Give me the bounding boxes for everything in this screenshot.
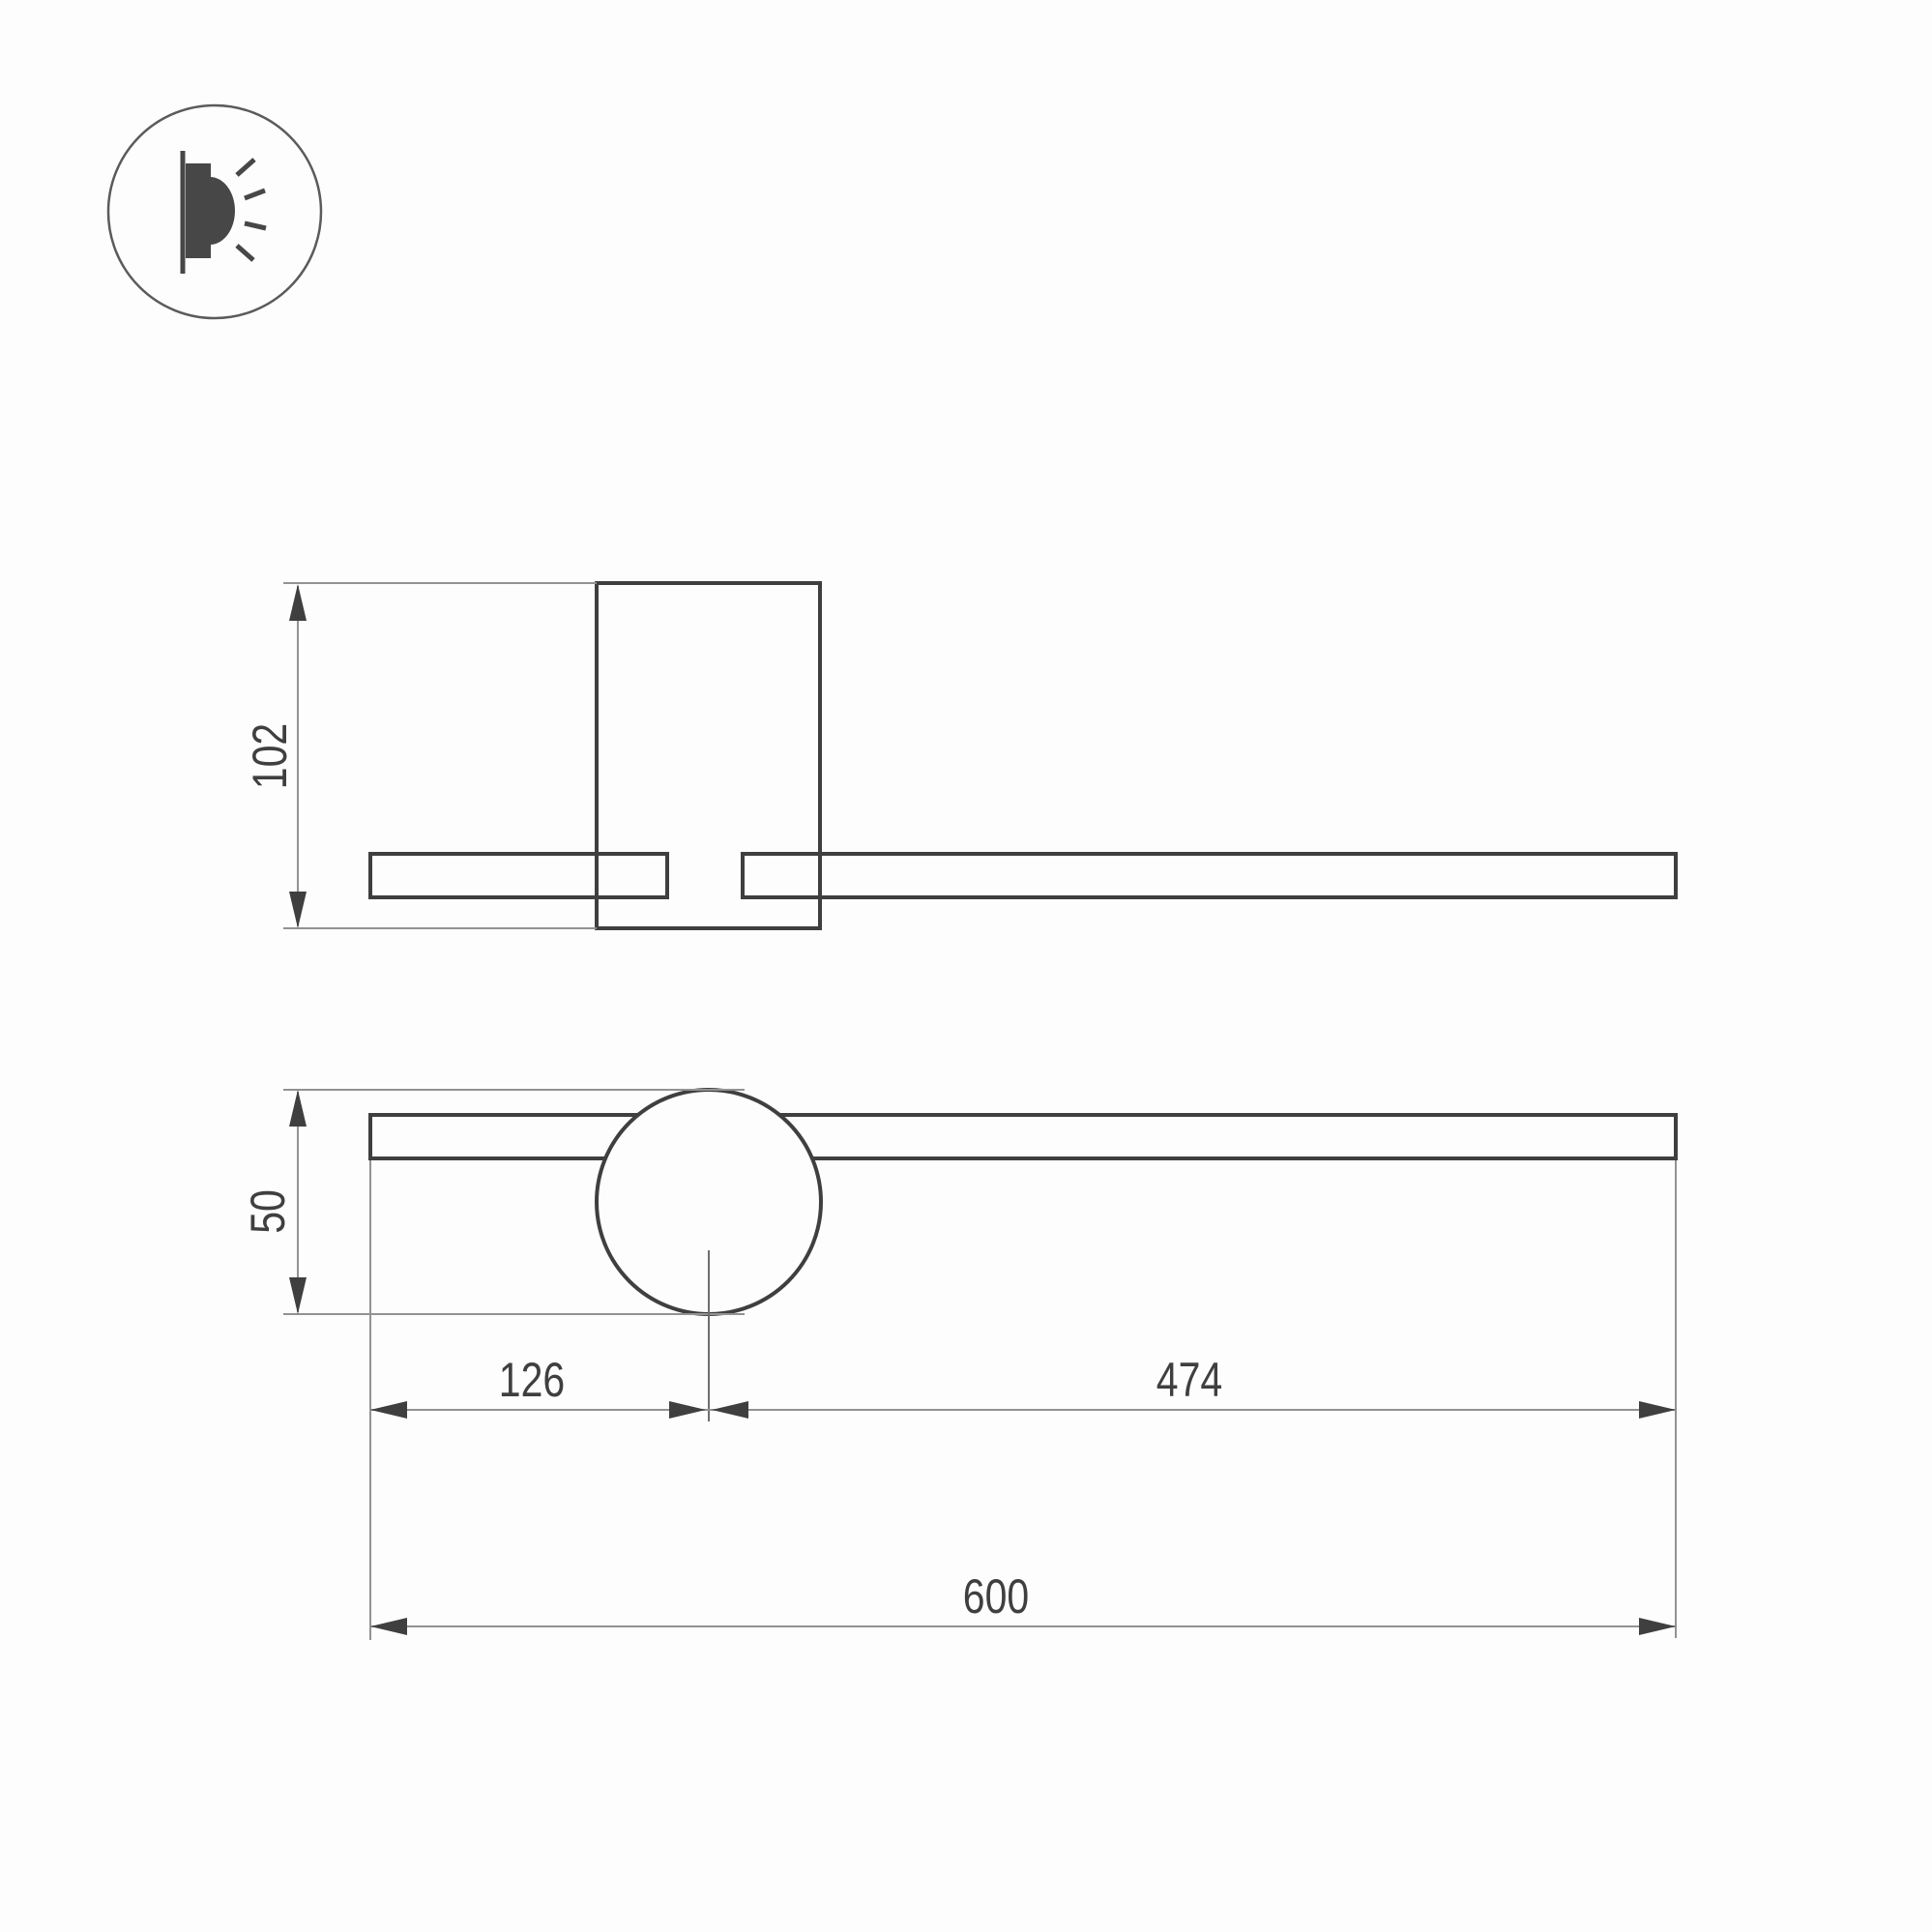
dimension-label-126: 126 [498,1353,566,1407]
dimension-600 [370,1569,1676,1635]
side-view [243,583,1676,928]
arrow-up [289,584,307,621]
wall-light-icon [108,105,321,318]
dimension-label-50: 50 [241,1189,295,1234]
front-view [241,1090,1676,1640]
arrow-left-474 [712,1401,748,1419]
arrow-left-126 [370,1401,407,1419]
icon-lamp-body [186,163,211,258]
dimension-102 [243,583,597,928]
arrow-right-600 [1639,1618,1676,1635]
dimension-label-474: 474 [1156,1353,1223,1407]
side-view-lamp-base-body [597,583,820,928]
arrow-left-600 [370,1618,407,1635]
arrow-up [289,1090,307,1127]
dimension-126-474 [370,1353,1676,1419]
front-view-arm-bar [370,1115,1676,1158]
side-view-right-arm [743,854,1676,897]
arrow-down [289,892,307,928]
dimension-label-600: 600 [962,1569,1030,1624]
dimension-label-102: 102 [243,722,297,790]
arrow-down [289,1277,307,1314]
arrow-right-126 [669,1401,706,1419]
arrow-right-474 [1639,1401,1676,1419]
